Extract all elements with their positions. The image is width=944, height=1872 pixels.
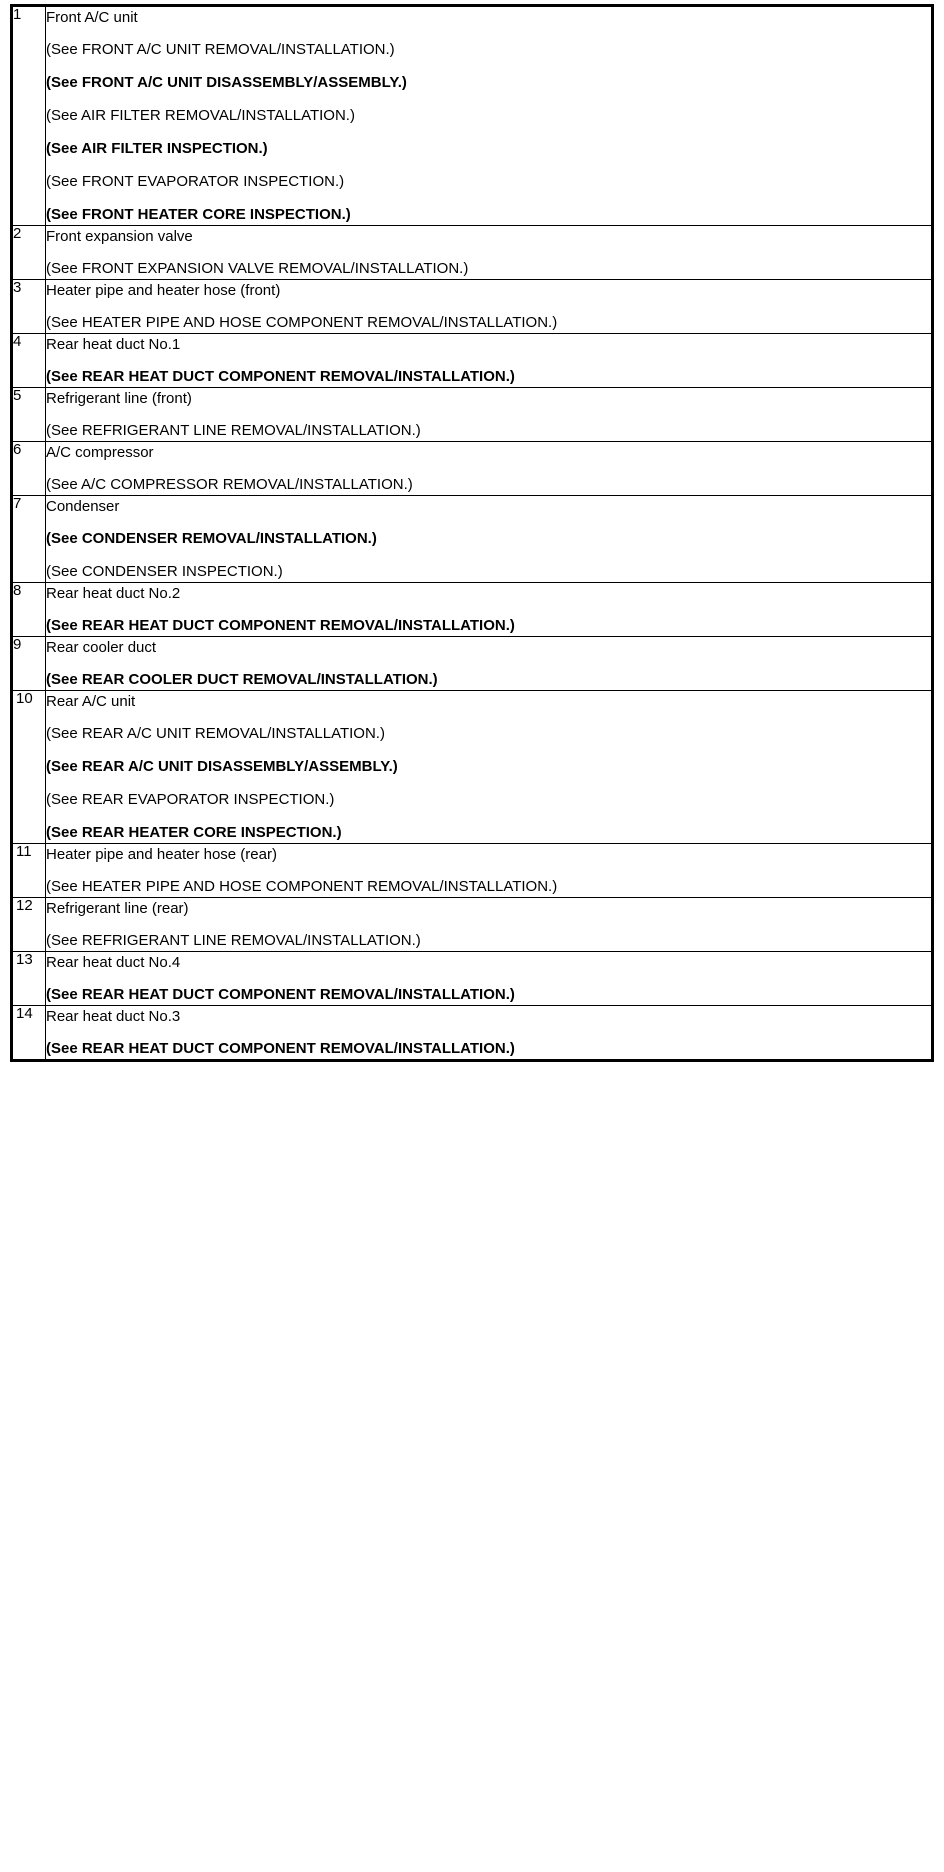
item-reference: (See FRONT HEATER CORE INSPECTION.) <box>46 206 351 223</box>
table-row <box>12 334 933 388</box>
item-reference: (See REAR HEATER CORE INSPECTION.) <box>46 824 342 841</box>
item-content <box>46 583 933 637</box>
item-title: Refrigerant line (rear) <box>46 900 189 917</box>
item-title: Rear cooler duct <box>46 639 157 656</box>
item-content <box>46 226 933 280</box>
item-title: A/C compressor <box>46 444 154 461</box>
table-row <box>12 952 933 1006</box>
item-number: 8 <box>12 583 46 637</box>
item-content <box>46 388 933 442</box>
item-number: 10 <box>12 691 46 844</box>
item-reference: (See REAR HEAT DUCT COMPONENT REMOVAL/INSTALLATION.) <box>46 1040 515 1057</box>
item-content <box>46 280 933 334</box>
item-title: Heater pipe and heater hose (front) <box>46 282 281 299</box>
item-reference: (See REAR A/C UNIT DISASSEMBLY/ASSEMBLY.) <box>46 758 398 775</box>
table-row <box>12 496 933 583</box>
item-number: 3 <box>12 280 46 334</box>
table-body <box>12 6 933 1061</box>
item-reference: (See A/C COMPRESSOR REMOVAL/INSTALLATION.) <box>46 476 413 493</box>
item-content <box>46 496 933 583</box>
item-content <box>46 1006 933 1061</box>
item-number: 12 <box>12 898 46 952</box>
item-content <box>46 691 933 844</box>
item-reference: (See FRONT EVAPORATOR INSPECTION.) <box>46 173 345 190</box>
table-row <box>12 6 933 226</box>
item-content <box>46 898 933 952</box>
item-title: Rear heat duct No.1 <box>46 336 181 353</box>
item-title: Refrigerant line (front) <box>46 390 192 407</box>
item-reference: (See REFRIGERANT LINE REMOVAL/INSTALLATION.) <box>46 422 421 439</box>
table-row <box>12 226 933 280</box>
item-reference: (See REAR A/C UNIT REMOVAL/INSTALLATION.) <box>46 725 385 742</box>
item-number: 1 <box>12 6 46 226</box>
item-number: 6 <box>12 442 46 496</box>
item-reference: (See HEATER PIPE AND HOSE COMPONENT REMOVAL/INSTALLATION.) <box>46 878 558 895</box>
item-reference: (See REAR HEAT DUCT COMPONENT REMOVAL/INSTALLATION.) <box>46 617 515 634</box>
table-row <box>12 691 933 844</box>
item-reference: (See FRONT EXPANSION VALVE REMOVAL/INSTALLATION.) <box>46 260 469 277</box>
item-reference: (See AIR FILTER INSPECTION.) <box>46 140 268 157</box>
item-reference: (See CONDENSER INSPECTION.) <box>46 563 283 580</box>
item-content <box>46 952 933 1006</box>
item-title: Rear A/C unit <box>46 693 136 710</box>
item-reference: (See REFRIGERANT LINE REMOVAL/INSTALLATION.) <box>46 932 421 949</box>
item-reference: (See REAR COOLER DUCT REMOVAL/INSTALLATION.) <box>46 671 438 688</box>
item-number: 7 <box>12 496 46 583</box>
item-content <box>46 334 933 388</box>
item-content <box>46 844 933 898</box>
item-title: Rear heat duct No.4 <box>46 954 181 971</box>
item-content <box>46 442 933 496</box>
item-title: Heater pipe and heater hose (rear) <box>46 846 277 863</box>
item-number: 2 <box>12 226 46 280</box>
item-reference: (See CONDENSER REMOVAL/INSTALLATION.) <box>46 530 377 547</box>
item-reference: (See FRONT A/C UNIT REMOVAL/INSTALLATION.) <box>46 41 395 58</box>
item-reference: (See REAR EVAPORATOR INSPECTION.) <box>46 791 335 808</box>
table-row <box>12 280 933 334</box>
item-content <box>46 6 933 226</box>
item-title: Condenser <box>46 498 120 515</box>
item-reference: (See REAR HEAT DUCT COMPONENT REMOVAL/INSTALLATION.) <box>46 368 515 385</box>
item-number: 4 <box>12 334 46 388</box>
table-row <box>12 388 933 442</box>
item-reference: (See HEATER PIPE AND HOSE COMPONENT REMOVAL/INSTALLATION.) <box>46 314 558 331</box>
item-number: 14 <box>12 1006 46 1061</box>
item-title: Front A/C unit <box>46 9 138 26</box>
table-row <box>12 1006 933 1061</box>
item-reference: (See AIR FILTER REMOVAL/INSTALLATION.) <box>46 107 355 124</box>
table-row <box>12 637 933 691</box>
parts-reference-table <box>10 4 934 1062</box>
item-number: 11 <box>12 844 46 898</box>
item-title: Rear heat duct No.3 <box>46 1008 181 1025</box>
item-number: 13 <box>12 952 46 1006</box>
item-title: Front expansion valve <box>46 228 193 245</box>
table-row <box>12 442 933 496</box>
table-row <box>12 844 933 898</box>
item-title: Rear heat duct No.2 <box>46 585 181 602</box>
item-content <box>46 637 933 691</box>
item-reference: (See FRONT A/C UNIT DISASSEMBLY/ASSEMBLY.) <box>46 74 407 91</box>
table-row <box>12 583 933 637</box>
item-number: 5 <box>12 388 46 442</box>
item-number: 9 <box>12 637 46 691</box>
table-row <box>12 898 933 952</box>
item-reference: (See REAR HEAT DUCT COMPONENT REMOVAL/INSTALLATION.) <box>46 986 515 1003</box>
